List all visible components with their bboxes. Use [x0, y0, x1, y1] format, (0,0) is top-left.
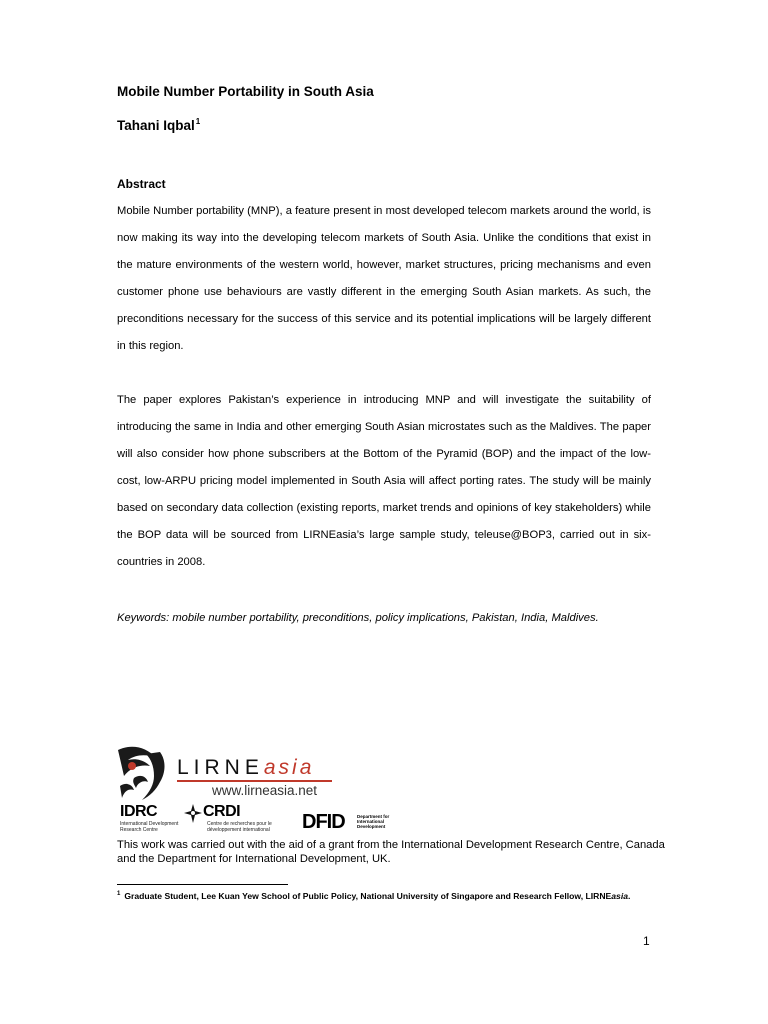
lirneasia-underline	[177, 780, 332, 782]
crdi-wordmark: CRDI	[203, 803, 241, 820]
idrc-subtitle-1: International Development	[120, 821, 179, 827]
footnote-text: Graduate Student, Lee Kuan Yew School of Public Policy, National University of Singapore and Research Fellow, LIRNE	[124, 891, 612, 901]
abstract-paragraph-1: Mobile Number portability (MNP), a feature present in most developed telecom markets around the world, is now making its way into the developing telecom markets of South Asia. Unlike the conditions that exist in the mature environments of the western world, however, market structures, pricing mechanisms and even customer phone use behaviours are vastly different in the emerging South Asian markets. As such, the preconditions necessary for the success of this service and its potential implications will be largely different in this region.	[117, 205, 651, 352]
keywords: Keywords: mobile number portability, preconditions, policy implications, Pakistan, India, Maldives.	[117, 612, 599, 624]
page-number: 1	[643, 934, 650, 948]
author-name: Tahani Iqbal	[117, 118, 195, 133]
author-footnote-mark: 1	[195, 117, 201, 126]
footnote	[117, 891, 630, 901]
footnote-end: .	[628, 891, 631, 901]
abstract-paragraph-2: The paper explores Pakistan’s experience in introducing MNP and will investigate the suitability of introducing the same in India and other emerging South Asian microstates such as the Maldives. The paper will also consider how phone subscribers at the Bottom of the Pyramid (BOP) and the impact of the low-cost, low-ARPU pricing model implemented in South Asia will affect porting rates. The study will be mainly based on secondary data collection (existing reports, market trends and opinions of key stakeholders) while the BOP data will be sourced from LIRNEasia’s large sample study, teleuse@BOP3, carried out in six-countries in 2008.	[117, 394, 651, 568]
footnote-mark: 1	[117, 891, 121, 897]
abstract-heading: Abstract	[117, 177, 166, 191]
dfid-logo	[302, 811, 402, 841]
lirneasia-wordmark: LIRNEasia	[177, 756, 315, 779]
crdi-mark-icon	[183, 803, 203, 825]
paper-title: Mobile Number Portability in South Asia	[117, 84, 374, 99]
lirneasia-url: www.lirneasia.net	[212, 783, 318, 798]
footnote-divider	[117, 884, 288, 885]
idrc-wordmark: IDRC	[120, 803, 158, 820]
author-line	[117, 117, 200, 133]
crdi-logo	[183, 803, 273, 839]
idrc-subtitle-2: Research Centre	[120, 827, 158, 833]
lirneasia-logo	[116, 742, 336, 804]
crdi-subtitle-2: développement international	[207, 827, 270, 833]
crdi-subtitle-1: Centre de recherches pour le	[207, 821, 272, 827]
footnote-italic: asia	[611, 891, 628, 901]
dfid-subtitle: Department for International Development	[357, 814, 390, 829]
lirneasia-mark-icon	[116, 742, 178, 804]
dfid-wordmark: DFID	[302, 811, 345, 833]
grant-acknowledgement: This work was carried out with the aid of a grant from the International Development Research Centre, Canada and the Department for International Development, UK.	[117, 839, 665, 865]
